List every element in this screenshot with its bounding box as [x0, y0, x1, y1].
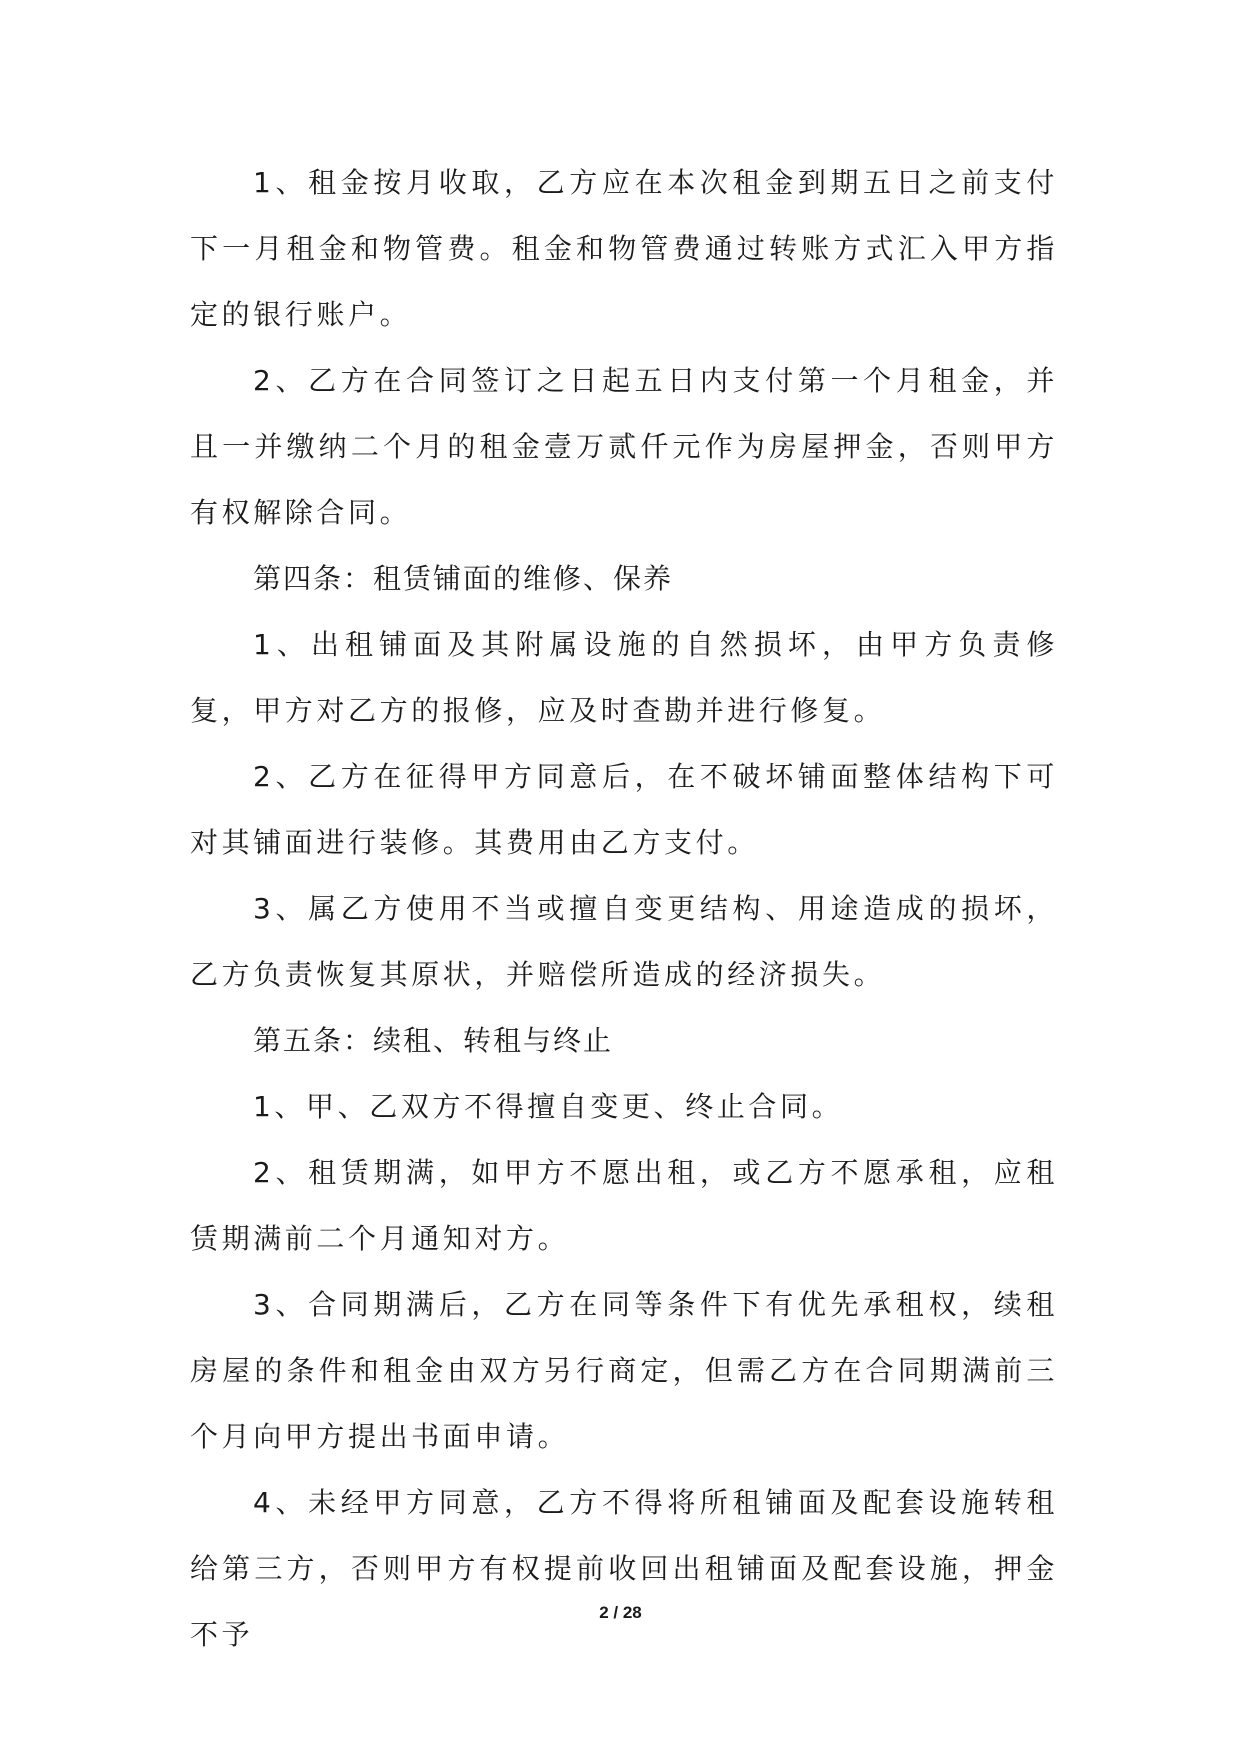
article-5-heading: 第五条：续租、转租与终止 — [253, 1024, 614, 1057]
clause-sublease-paragraph: 4、未经甲方同意，乙方不得将所租铺面及配套设施转租给第三方，否则甲方有权提前收回出租铺面及配套设施，押金不予 — [190, 1486, 1058, 1651]
clause-renovation-paragraph: 2、乙方在征得甲方同意后，在不破坏铺面整体结构下可对其铺面进行装修。其费用由乙方支付。 — [190, 760, 1058, 859]
document-body — [190, 150, 1058, 1668]
clause-natural-damage-paragraph: 1、出租铺面及其附属设施的自然损坏，由甲方负责修复，甲方对乙方的报修，应及时查勘并进行修复。 — [190, 628, 1058, 727]
clause-renewal-priority-paragraph: 3、合同期满后，乙方在同等条件下有优先承租权，续租房屋的条件和租金由双方另行商定，但需乙方在合同期满前三个月向甲方提出书面申请。 — [190, 1288, 1058, 1453]
clause-rent-monthly-paragraph: 1、租金按月收取，乙方应在本次租金到期五日之前支付下一月租金和物管费。租金和物管费通过转账方式汇入甲方指定的银行账户。 — [190, 166, 1058, 331]
clause-improper-use-paragraph: 3、属乙方使用不当或擅自变更结构、用途造成的损坏，乙方负责恢复其原状，并赔偿所造成的经济损失。 — [190, 892, 1058, 991]
article-4-heading: 第四条：租赁铺面的维修、保养 — [253, 562, 674, 595]
clause-deposit-paragraph: 2、乙方在合同签订之日起五日内支付第一个月租金，并且一并缴纳二个月的租金壹万贰仟元作为房屋押金，否则甲方有权解除合同。 — [190, 364, 1058, 529]
clause-expiry-notice-paragraph: 2、租赁期满，如甲方不愿出租，或乙方不愿承租，应租赁期满前二个月通知对方。 — [190, 1156, 1058, 1255]
clause-no-unilateral-change-paragraph: 1、甲、乙双方不得擅自变更、终止合同。 — [253, 1090, 844, 1123]
page-number: 2 / 28 — [599, 1603, 642, 1622]
